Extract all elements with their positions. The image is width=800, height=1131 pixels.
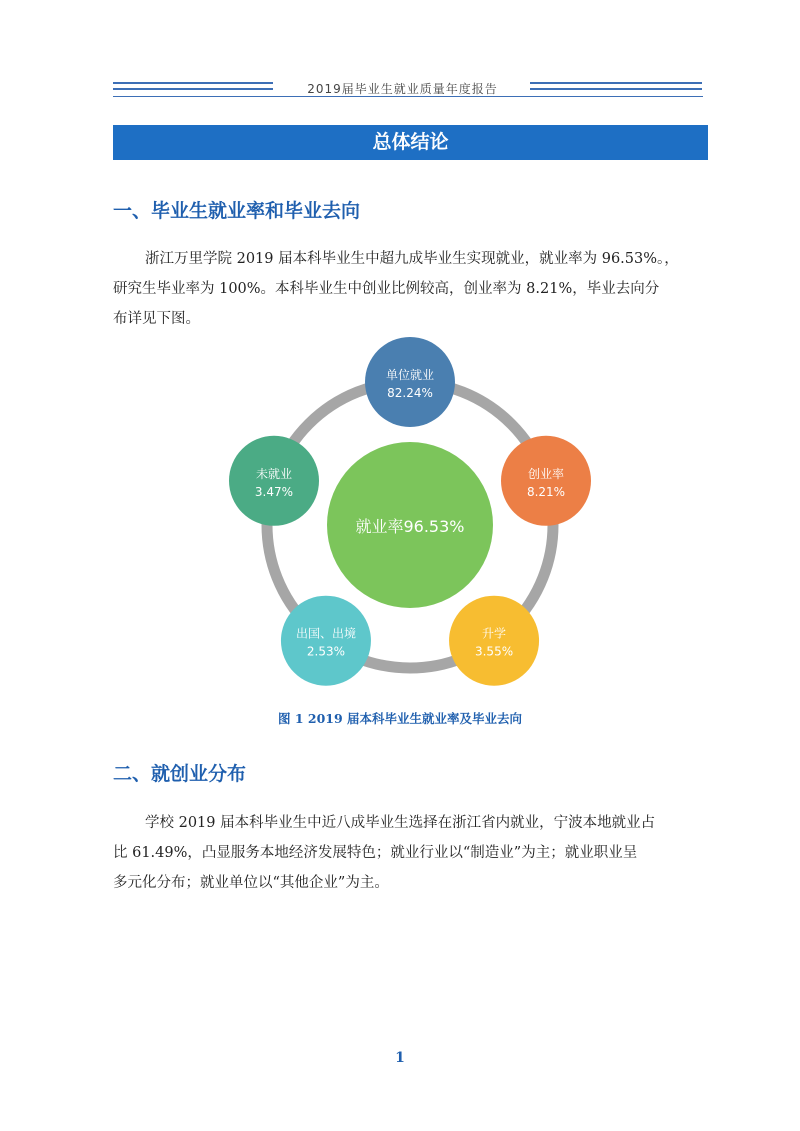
node-value: 82.24% (387, 386, 433, 400)
node-label: 创业率 (527, 466, 565, 481)
node-value: 2.53% (306, 644, 346, 659)
center-label: 就业率96.53% (355, 517, 465, 536)
paragraph-line: 学校 2019 届本科毕业生中近八成毕业生选择在浙江省内就业，宁波本地就业占 (145, 815, 656, 831)
paragraph-line: 比 61.49%，凸显服务本地经济发展特色；就业行业以“制造业”为主；就业职业呈 (113, 845, 638, 861)
paragraph-line: 研究生毕业率为 100%。本科毕业生中创业比例较高，创业率为 8.21%，毕业去向分 (113, 281, 660, 297)
node-value: 3.47% (254, 484, 294, 499)
node-label: 升学 (482, 626, 507, 641)
node-label: 未就业 (255, 466, 293, 481)
header-title: 2019届毕业生就业质量年度报告 (307, 82, 498, 96)
paragraph-line: 多元化分布；就业单位以“其他企业”为主。 (113, 875, 389, 891)
section1-title: 一、毕业生就业率和毕业去向 (113, 200, 361, 222)
node-label: 单位就业 (385, 368, 435, 382)
section2-title: 二、就创业分布 (113, 763, 247, 785)
paragraph-line: 浙江万里学院 2019 届本科毕业生中超九成毕业生实现就业，就业率为 96.53%。， (145, 251, 679, 267)
paragraph-line: 布详见下图。 (113, 311, 200, 327)
page-number: 1 (395, 1050, 405, 1066)
node-label: 出国、出境 (295, 626, 356, 641)
banner-title: 总体结论 (113, 125, 708, 160)
node-circle (365, 337, 455, 427)
figure-caption: 图 1 2019 届本科毕业生就业率及毕业去向 (277, 711, 523, 726)
node-value: 3.55% (474, 644, 514, 659)
node-value: 8.21% (526, 484, 566, 499)
section2-paragraph (113, 808, 703, 898)
